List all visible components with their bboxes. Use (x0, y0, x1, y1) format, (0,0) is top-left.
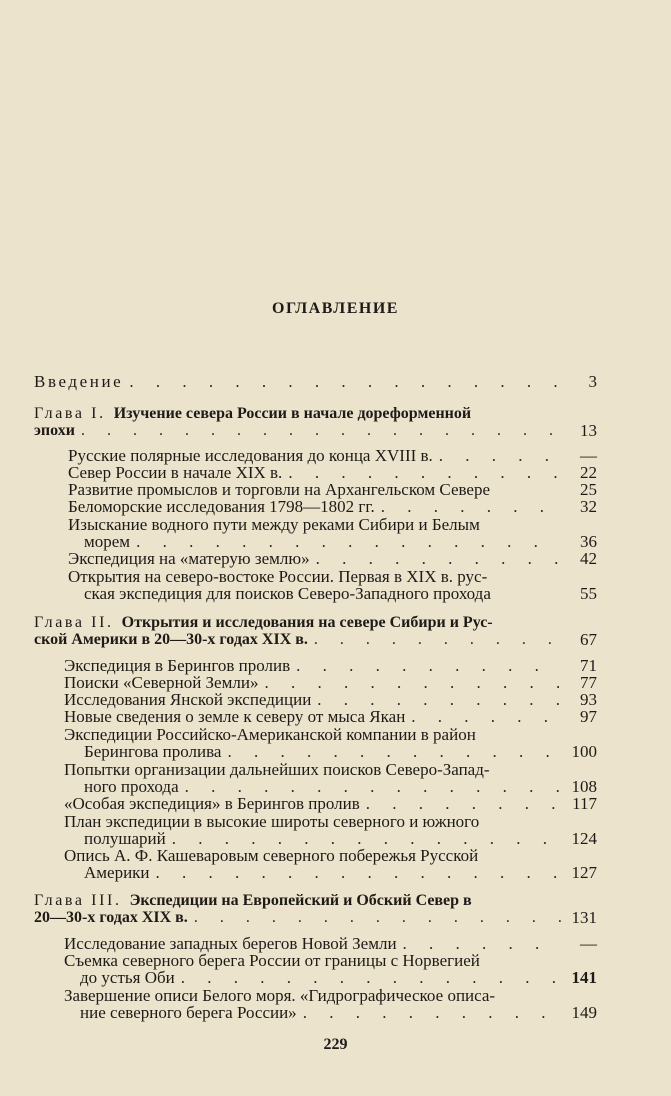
toc-entry-text: Америки (84, 863, 150, 882)
toc-entry-page: 117 (572, 794, 597, 813)
dot-leader (81, 420, 573, 442)
toc-entry-page: 97 (580, 707, 597, 726)
toc-entry-page: — (580, 934, 597, 953)
toc-entry-cont[interactable] (84, 583, 565, 605)
toc-entry-page: 141 (571, 968, 597, 987)
toc-entry-text: Съемка северного берега России от границы с Норвегией (64, 951, 480, 970)
toc-entry-text: Экспедиция на «матерую землю» (68, 549, 310, 568)
toc-entry-text: Исследование западных берегов Новой Земли (64, 934, 397, 953)
toc-entry-text: Попытки организации дальнейших поисков Северо-Запад- (64, 760, 490, 779)
chapter-3-page: 131 (571, 908, 597, 927)
toc-entry-page: 77 (580, 673, 597, 692)
toc-entry-text: Север России в начале XIX в. (68, 463, 283, 482)
toc-entry-text: Завершение описи Белого моря. «Гидрографическое описа- (64, 986, 496, 1005)
dot-leader (303, 1002, 559, 1024)
toc-entry-text: «Особая экспедиция» в Берингов пролив (64, 794, 360, 813)
toc-entry-page: 42 (580, 549, 597, 568)
chapter-3-label: Глава III. (34, 892, 122, 909)
toc-entry-text: ние северного берега России» (80, 1003, 297, 1022)
toc-entry-page: 93 (580, 690, 597, 709)
toc-entry-page: 36 (580, 532, 597, 551)
chapter-2-heading-cont[interactable] (34, 629, 579, 651)
toc-entry-text: морем (84, 532, 131, 551)
toc-entry-cont[interactable] (80, 1002, 565, 1024)
toc-entry-text: Поиски «Северной Земли» (64, 673, 259, 692)
chapter-1-heading-cont[interactable] (34, 420, 579, 442)
toc-intro[interactable] (34, 371, 579, 393)
dot-leader (156, 862, 559, 884)
toc-entry-page: 149 (571, 1003, 597, 1022)
toc-entry-page: 32 (580, 497, 597, 516)
chapter-1-title-line-1: Изучение севера России в начале дореформенной (113, 405, 472, 422)
toc-entry-page: 124 (571, 829, 597, 848)
chapter-2-title-line-1: Открытия и исследования на севере Сибири и Рус- (121, 614, 493, 631)
toc-intro-label: Введение (34, 372, 124, 391)
toc-entry-text: Опись А. Ф. Кашеваровым северного побережья Русской (64, 846, 479, 865)
toc-entry-text: Русские полярные исследования до конца XVIII в. (68, 446, 433, 465)
chapter-3-title-line-2: 20—30-х годах XIX в. (34, 909, 188, 926)
page-number: 229 (323, 1036, 348, 1053)
toc-entry-text: ного прохода (84, 777, 179, 796)
chapter-3-heading-cont[interactable] (34, 907, 579, 929)
toc-entry-text: Развитие промыслов и торговли на Архангельском Севере (68, 480, 491, 499)
toc-entry-page: 100 (571, 742, 597, 761)
toc-entry-page: 22 (580, 463, 597, 482)
toc-entry-text: Открытия на северо-востоке России. Первая в XIX в. рус- (68, 567, 488, 586)
chapter-2-label: Глава II. (34, 614, 114, 631)
toc-intro-page: 3 (588, 372, 597, 391)
chapter-2-page: 67 (580, 630, 597, 649)
toc-entry-cont[interactable] (84, 862, 565, 884)
chapter-2-title-line-2: ской Америки в 20—30-х годах XIX в. (34, 631, 308, 648)
chapter-1-title-line-2: эпохи (34, 422, 75, 439)
toc-entry-text: Исследования Янской экспедиции (64, 690, 312, 709)
toc-entry-page: — (580, 446, 597, 465)
chapter-1-page: 13 (580, 421, 597, 440)
toc-entry-text: Беломорские исследования 1798—1802 гг. (68, 497, 375, 516)
toc-entry-page: 127 (571, 863, 597, 882)
toc-entry-text: Изыскание водного пути между реками Сибири и Белым (68, 515, 480, 534)
chapter-1-label: Глава I. (34, 405, 106, 422)
toc-entry-text: Новые сведения о земле к северу от мыса Якан (64, 707, 406, 726)
toc-entry-text: Экспедиция в Берингов пролив (64, 656, 291, 675)
toc-entry-page: 108 (571, 777, 597, 796)
toc-entry-text: до устья Оби (80, 968, 175, 987)
toc-entry-text: Экспедиции Российско-Американской компании в район (64, 725, 476, 744)
toc-entry-page: 55 (580, 584, 597, 603)
dot-leader (129, 371, 573, 393)
dot-leader (194, 907, 573, 929)
toc-entry-text: План экспедиции в высокие широты северного и южного (64, 812, 480, 831)
chapter-3-title-line-1: Экспедиции на Европейский и Обский Север в (129, 892, 472, 909)
toc-entry-text: ская экспедиция для поисков Северо-Западного прохода (84, 584, 491, 603)
toc-entry-text: полушарий (84, 829, 166, 848)
toc-entry-text: Берингова пролива (84, 742, 222, 761)
page-title: ОГЛАВЛЕНИЕ (272, 300, 399, 317)
dot-leader (314, 629, 573, 651)
toc-entry-page: 25 (580, 480, 597, 499)
toc-entry-page: 71 (580, 656, 597, 675)
